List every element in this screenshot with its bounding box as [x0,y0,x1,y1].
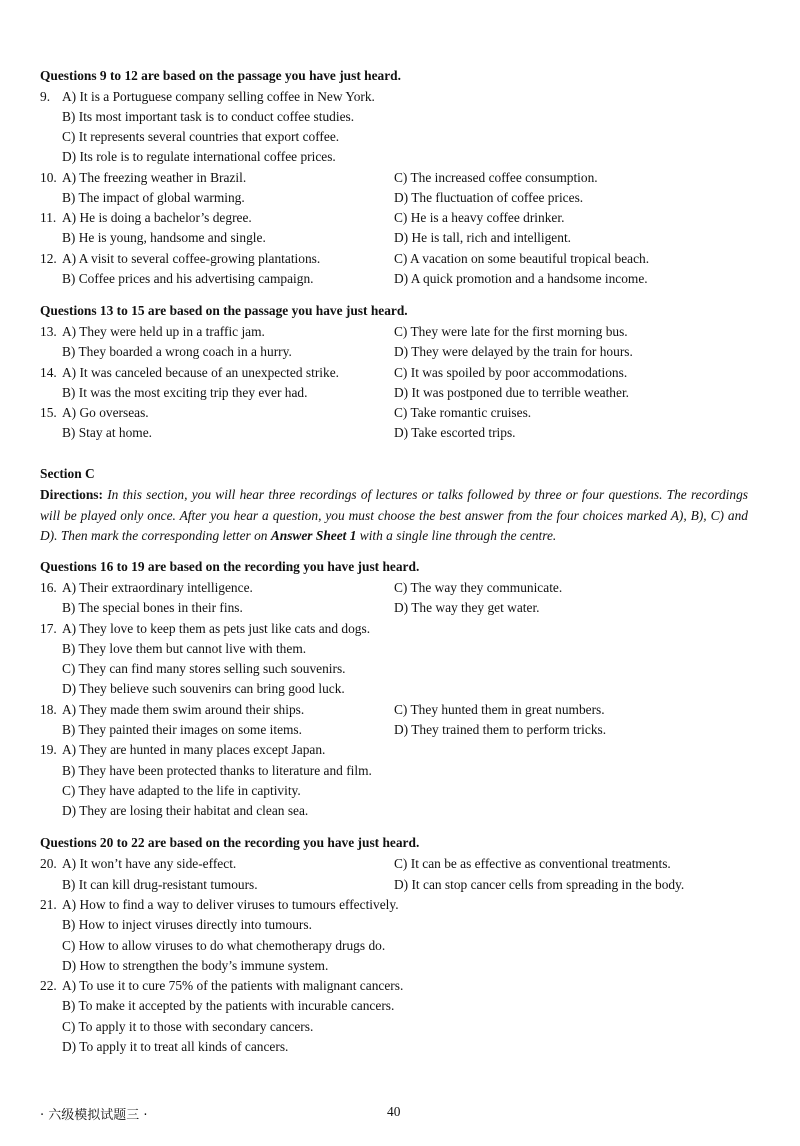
group-heading-13-15: Questions 13 to 15 are based on the passage you have just heard. [40,303,408,318]
q15-option-b: B) Stay at home. [62,425,153,440]
q14-number: 14. [40,365,57,380]
q20-number: 20. [40,856,57,871]
q21-option-a: 21. A) How to find a way to deliver viruses to tumours effectively. [40,897,399,912]
q22-option-d: D) To apply it to treat all kinds of cancers. [62,1039,289,1054]
q20-option-b: B) It can kill drug-resistant tumours. [62,877,258,892]
q11-option-b: B) He is young, handsome and single. [62,230,266,245]
q10-option-c: C) The increased coffee consumption. [394,170,598,185]
q15-option-c: C) Take romantic cruises. [394,405,532,420]
directions-label: Directions: [40,487,103,502]
q14-option-b: B) It was the most exciting trip they ever had. [62,385,308,400]
q10-number: 10. [40,170,57,185]
q11-option-a: 11. A) He is doing a bachelor’s degree. [40,210,252,225]
q13-option-d: D) They were delayed by the train for hours. [394,344,633,359]
q14-option-c: C) It was spoiled by poor accommodations. [394,365,628,380]
q19-option-c: C) They have adapted to the life in captivity. [62,783,301,798]
group-heading-16-19: Questions 16 to 19 are based on the recording you have just heard. [40,559,420,574]
q13-option-c: C) They were late for the first morning bus. [394,324,628,339]
q16-option-d: D) The way they get water. [394,600,540,615]
directions-text-1: In this section, you will hear three recordings of lectures or talks followed by three or four questions. The recordings will be played only once. After you hear a question, you must choose the best answer from the four choices marked A), B), C) and D). Then mark the corresponding letter on [40,487,748,543]
q11-number: 11. [40,210,57,225]
q10-option-a: 10. A) The freezing weather in Brazil. [40,170,247,185]
q17-option-b: B) They love them but cannot live with them. [62,641,307,656]
q18-option-a: 18. A) They made them swim around their ships. [40,702,305,717]
q22-number: 22. [40,978,57,993]
q18-option-b: B) They painted their images on some items. [62,722,302,737]
section-c-directions [40,485,748,547]
q21-option-b: B) How to inject viruses directly into tumours. [62,917,312,932]
q18-option-d: D) They trained them to perform tricks. [394,722,607,737]
q9-option-c: C) It represents several countries that export coffee. [62,129,340,144]
q17-option-c: C) They can find many stores selling such souvenirs. [62,661,346,676]
q19-number: 19. [40,742,57,757]
q22-option-b: B) To make it accepted by the patients with incurable cancers. [62,998,395,1013]
q9-option-b: B) Its most important task is to conduct coffee studies. [62,109,355,124]
group-heading-20-22: Questions 20 to 22 are based on the recording you have just heard. [40,835,420,850]
q12-option-c: C) A vacation on some beautiful tropical beach. [394,251,650,266]
group-heading-9-12: Questions 9 to 12 are based on the passage you have just heard. [40,68,401,83]
q9-option-d: D) Its role is to regulate international coffee prices. [62,149,336,164]
q9-option-a: 9. A) It is a Portuguese company selling coffee in New York. [40,89,375,104]
q19-option-a: 19. A) They are hunted in many places except Japan. [40,742,326,757]
q15-number: 15. [40,405,57,420]
q14-option-a: 14. A) It was canceled because of an unexpected strike. [40,365,339,380]
q11-option-d: D) He is tall, rich and intelligent. [394,230,572,245]
q18-number: 18. [40,702,57,717]
q20-option-d: D) It can stop cancer cells from spreading in the body. [394,877,685,892]
q16-option-c: C) The way they communicate. [394,580,563,595]
q14-option-d: D) It was postponed due to terrible weather. [394,385,630,400]
q12-number: 12. [40,251,57,266]
q16-number: 16. [40,580,57,595]
q13-option-a: 13. A) They were held up in a traffic jam. [40,324,265,339]
q10-option-d: D) The fluctuation of coffee prices. [394,190,584,205]
q10-option-b: B) The impact of global warming. [62,190,245,205]
q19-option-b: B) They have been protected thanks to literature and film. [62,763,372,778]
q13-option-b: B) They boarded a wrong coach in a hurry. [62,344,292,359]
directions-answer-sheet: Answer Sheet 1 [270,528,357,543]
q16-option-a: 16. A) Their extraordinary intelligence. [40,580,253,595]
q22-option-a: 22. A) To use it to cure 75% of the patients with malignant cancers. [40,978,404,993]
q17-option-d: D) They believe such souvenirs can bring good luck. [62,681,345,696]
q21-option-d: D) How to strengthen the body’s immune system. [62,958,329,973]
q12-option-a: 12. A) A visit to several coffee-growing plantations. [40,251,321,266]
q11-option-c: C) He is a heavy coffee drinker. [394,210,565,225]
page-number: 40 [387,1104,401,1119]
q18-option-c: C) They hunted them in great numbers. [394,702,605,717]
q12-option-d: D) A quick promotion and a handsome income. [394,271,648,286]
q17-number: 17. [40,621,57,636]
q21-option-c: C) How to allow viruses to do what chemotherapy drugs do. [62,938,386,953]
q21-number: 21. [40,897,57,912]
q22-option-c: C) To apply it to those with secondary cancers. [62,1019,314,1034]
section-c-label: Section C [40,466,95,481]
footer-title: · 六级模拟试题三 · [40,1108,148,1123]
directions-text-2: with a single line through the centre. [356,528,557,543]
q16-option-b: B) The special bones in their fins. [62,600,243,615]
q15-option-d: D) Take escorted trips. [394,425,516,440]
q15-option-a: 15. A) Go overseas. [40,405,149,420]
q17-option-a: 17. A) They love to keep them as pets just like cats and dogs. [40,621,371,636]
q19-option-d: D) They are losing their habitat and clean sea. [62,803,309,818]
q20-option-c: C) It can be as effective as conventional treatments. [394,856,671,871]
q12-option-b: B) Coffee prices and his advertising campaign. [62,271,314,286]
q9-number: 9. [40,89,51,104]
q20-option-a: 20. A) It won’t have any side-effect. [40,856,237,871]
q13-number: 13. [40,324,57,339]
